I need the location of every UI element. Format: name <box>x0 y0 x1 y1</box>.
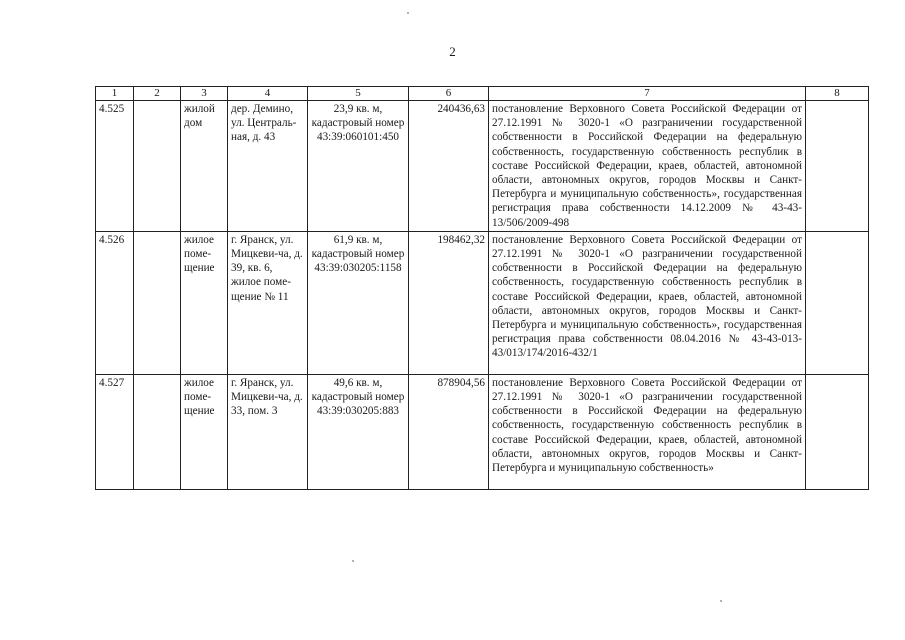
column-2-cell <box>134 101 181 232</box>
address-cell: г. Яранск, ул. Мицкеви-ча, д. 33, пом. 3 <box>228 374 308 489</box>
value-cell: 198462,32 <box>409 231 489 374</box>
column-8-cell <box>806 231 869 374</box>
header-cell: 4 <box>228 87 308 101</box>
header-cell: 8 <box>806 87 869 101</box>
area-cadastral-cell: 61,9 кв. м, кадастровый номер 43:39:030205:1158 <box>308 231 409 374</box>
property-type-cell: жилое поме-щение <box>181 374 228 489</box>
table-row <box>96 374 869 489</box>
property-type-cell: жилое поме-щение <box>181 231 228 374</box>
header-row <box>96 87 869 101</box>
address-cell: дер. Демино, ул. Централь-ная, д. 43 <box>228 101 308 232</box>
column-2-cell <box>134 374 181 489</box>
item-number-cell: 4.525 <box>96 101 134 232</box>
header-cell: 1 <box>96 87 134 101</box>
area-cadastral-cell: 49,6 кв. м, кадастровый номер 43:39:030205:883 <box>308 374 409 489</box>
header-cell: 5 <box>308 87 409 101</box>
header-cell: 6 <box>409 87 489 101</box>
column-8-cell <box>806 101 869 232</box>
table-row <box>96 101 869 232</box>
table-row <box>96 231 869 374</box>
scan-speck <box>352 560 354 562</box>
value-cell: 878904,56 <box>409 374 489 489</box>
header-cell: 3 <box>181 87 228 101</box>
scan-speck <box>720 600 722 602</box>
legal-basis-cell: постановление Верховного Совета Российской Федерации от 27.12.1991 № 3020-1 «О разграничении государственной собственности в Российской Федерации на федеральную собственность, государственную собственность республик в составе Российской Федерации, краев, областей, автономной области, автономных округов, городов Москвы и Санкт-Петербурга и муниципальную собственность», государственная регистрация права собственности 14.12.2009 № 43-43-13/506/2009-498 <box>489 101 806 232</box>
column-2-cell <box>134 231 181 374</box>
property-registry-table <box>95 86 869 490</box>
area-cadastral-cell: 23,9 кв. м, кадастровый номер 43:39:060101:450 <box>308 101 409 232</box>
legal-basis-cell: постановление Верховного Совета Российской Федерации от 27.12.1991 № 3020-1 «О разграничении государственной собственности в Российской Федерации на федеральную собственность, государственную собственность республик в составе Российской Федерации, краев, областей, автономной области, автономных округов, городов Москвы и Санкт-Петербурга и муниципальную собственность», государственная регистрация права собственности 08.04.2016 № 43-43-013-43/013/174/2016-432/1 <box>489 231 806 374</box>
address-cell: г. Яранск, ул. Мицкеви-ча, д. 39, кв. 6, жилое поме-щение № 11 <box>228 231 308 374</box>
header-cell: 7 <box>489 87 806 101</box>
value-cell: 240436,63 <box>409 101 489 232</box>
item-number-cell: 4.526 <box>96 231 134 374</box>
column-8-cell <box>806 374 869 489</box>
scan-speck <box>407 12 409 14</box>
property-type-cell: жилой дом <box>181 101 228 232</box>
legal-basis-cell: постановление Верховного Совета Российской Федерации от 27.12.1991 № 3020-1 «О разграничении государственной собственности в Российской Федерации на федеральную собственность, государственную собственность республик в составе Российской Федерации, краев, областей, автономной области, автономных округов, городов Москвы и Санкт-Петербурга и муниципальную собственность» <box>489 374 806 489</box>
header-cell: 2 <box>134 87 181 101</box>
item-number-cell: 4.527 <box>96 374 134 489</box>
page-number: 2 <box>449 44 456 59</box>
